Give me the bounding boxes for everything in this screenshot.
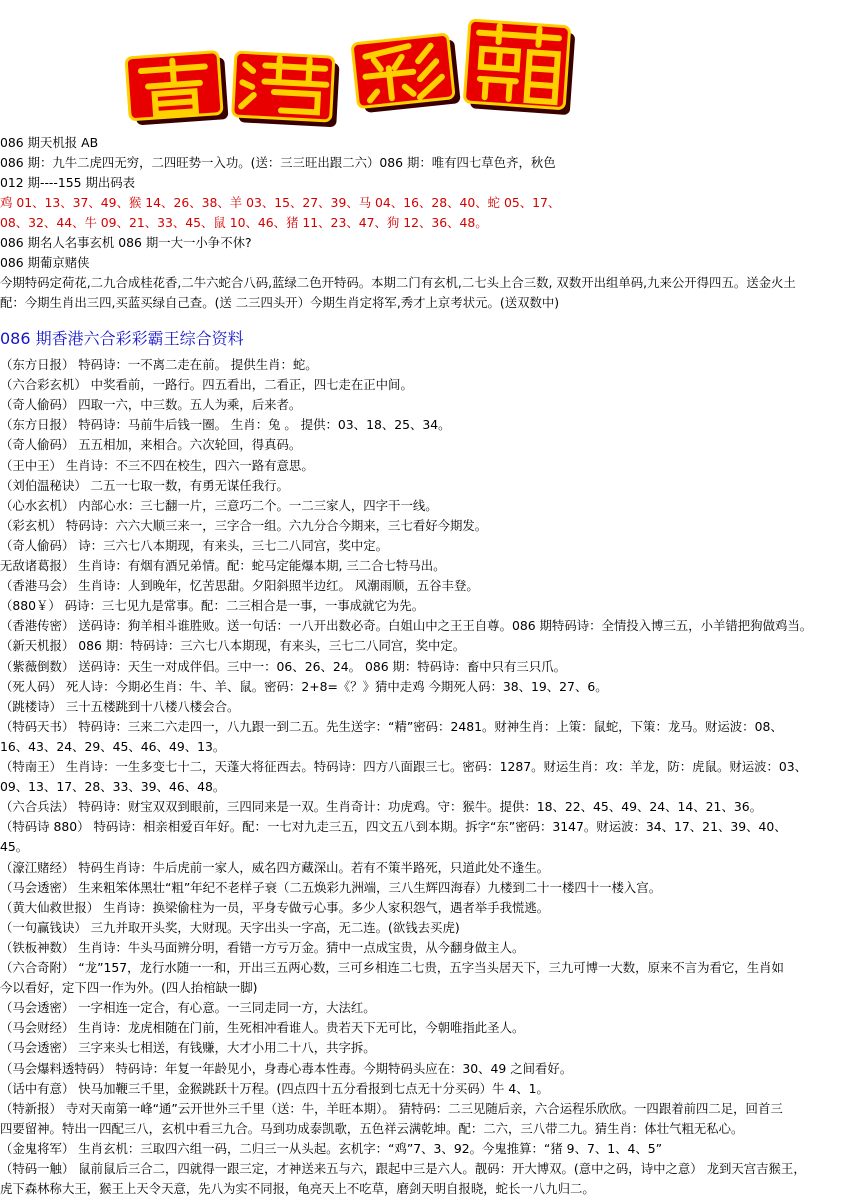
tip-line: （奇人偷码） 四取一六，中三数。五人为乘，后来者。 xyxy=(0,397,302,413)
tip-line: 45。 xyxy=(0,839,29,855)
tip-line: （死人码） 死人诗：今期必生肖：牛、羊、鼠。密码：2+8=《？》猜中走鸡 今期死人码：38、19、27、6。 xyxy=(0,678,608,694)
tip-line: （黄大仙救世报） 生肖诗：换梁偷柱为一员，平身专做亏心事。多少人家积怨气，遇者举手我慌逃。 xyxy=(0,899,550,915)
tip-line: （紫薇倒数） 送码诗：天生一对成伴侣。三中一：06、26、24。 086 期：特码诗：畜中只有三只爪。 xyxy=(0,658,566,674)
tip-line: （马会透密） 生来粗笨体黑壮“粗”年纪不老样子衰（二五焕彩九洲端，三八生辉四海春）九楼到二十一楼四十一楼入宫。 xyxy=(0,879,662,895)
tip-line: （王中王） 生肖诗：不三不四在校生，四六一路有意思。 xyxy=(0,457,314,473)
tip-line: （心水玄机） 内部心水：三七翻一片，三意巧二个。一二三家人，四字干一线。 xyxy=(0,497,438,513)
logo-char-1 xyxy=(126,51,229,126)
info-line: 今期特码定荷花,二九合成桂花香,二牛六蛇合八码,蓝绿二色开特码。本期二门有玄机,二七头上合三数, 双数开出组单码,九来公开得四五。送金火土 xyxy=(0,275,796,290)
zodiac-number-line: 08、32、44、牛 09、21、33、45、鼠 10、46、猪 11、23、47、狗 12、36、48。 xyxy=(0,215,488,230)
tip-line: （特码诗 880） 特码诗：相亲相爱百年好。配：一七对九走三五，四文五八到本期。拆字“东”密码：3147。财运波：34、17、21、39、40、 xyxy=(0,819,787,835)
logo-char-4 xyxy=(464,20,576,115)
tip-line: （跳楼诗） 三十五楼跳到十八楼八楼会合。 xyxy=(0,698,240,714)
tip-line: （新天机报） 086 期：特码诗：三六七八本期现，有来头，三七二八同宫，奖中定。 xyxy=(0,638,466,654)
tip-line: （东方日报） 特码诗：一不离二走在前。 提供生肖：蛇。 xyxy=(0,357,318,372)
tip-line: （话中有意） 快马加鞭三千里，金猴跳跃十万程。(四点四十五分看报到七点无十分买码）牛 4、1。 xyxy=(0,1080,549,1096)
tip-line: （特新报） 寺对天南第一峰“通”云开世外三千里（送：牛，羊旺本期）。 猜特码：二三见随后亲，六合运程乐欣欣。一四跟着前四二足，回首三 xyxy=(0,1100,783,1116)
logo-char-2 xyxy=(232,52,340,127)
tip-line: （奇人偷码） 五五相加，来相合。六次轮回，得真码。 xyxy=(0,437,302,453)
tip-line: （马会透密） 三字来头七相送，有钱赚，大才小用二十八，共字拆。 xyxy=(0,1040,376,1056)
tip-line: 四要留神。特出一四配三八，玄机中看三九合。马到功成泰凯歌，五色祥云满乾坤。配：二六，三八带二九。猜生肖：体壮气粗无私心。 xyxy=(0,1120,744,1136)
tip-line: （马会透密） 一字相连一定合，有心意。一三同走同一方，大法红。 xyxy=(0,1000,376,1016)
tip-line: 今以看好，定下四一作为外。(四人抬棺缺一脚) xyxy=(0,980,258,996)
tip-line: （铁板神数） 生肖诗：牛头马面辨分明，看错一方亏万金。猜中一点成宝贵，从今翻身做主人。 xyxy=(0,939,525,955)
section-title: 086 期香港六合彩彩霸王综合资料 xyxy=(0,329,244,348)
tip-line: （特码一触） 鼠前鼠后三合二，四就得一跟三定，才神送来五与六，跟起中三是六人。靓码：开大博双。(意中之码，诗中之意） 龙到天宫吉猴王， xyxy=(0,1161,806,1176)
info-line: 086 期：九牛二虎四无穷，二四旺势一入功。(送：三三旺出跟二六）086 期：唯有四七草色齐，秋色 xyxy=(0,155,556,170)
tip-line: （奇人偷码） 诗：三六七八本期现，有来头，三七二八同宫，奖中定。 xyxy=(0,537,389,553)
info-line: 配：今期生肖出三四,买蓝买绿自己查。(送 二三四头开）今期生肖定将军,秀才上京考状元。(送双数中) xyxy=(0,295,560,310)
tip-line: （六合彩玄机） 中奖看前，一路行。四五看出，二看正，四七走在正中间。 xyxy=(0,377,413,393)
tip-line: （一句赢钱诀） 三九并取开头奖，大财现。天字出头一字高，无二连。(欲钱去买虎) xyxy=(0,919,460,935)
zodiac-number-line: 鸡 01、13、37、49、猴 14、26、38、羊 03、15、27、39、马 04、16、28、40、蛇 05、17、 xyxy=(0,195,561,210)
tip-line: （马会财经） 生肖诗：龙虎相随在门前，生死相冲看谁人。贵若天下无可比，今朝唯指此圣人。 xyxy=(0,1020,525,1036)
tip-line: （刘伯温秘诀） 二五一七取一数，有勇无谋任我行。 xyxy=(0,477,289,493)
tip-line: 无敌诸葛报） 生肖诗：有烟有酒兄弟情。配：蛇马定能爆本期, 三二合七特马出。 xyxy=(0,558,446,573)
tip-line: （金鬼将军） 生肖玄机：三取四六组一码，二归三一从头起。玄机字：“鸡”7、3、92。今鬼推算：“猪 9、7、1、4、5” xyxy=(0,1140,663,1156)
tip-line: （彩玄机） 特码诗：六六大顺三来一，三字合一组。六九分合今期来，三七看好今期发。 xyxy=(0,517,488,533)
tip-line: （香港马会） 生肖诗：人到晚年，忆苦思甜。夕阳斜照半边红。 风潮雨顺，五谷丰登。 xyxy=(0,578,479,594)
logo-char-3 xyxy=(352,33,461,113)
tip-line: 16、43、24、29、45、46、49、13。 xyxy=(0,738,226,754)
tip-line: （马会爆料透特码） 特码诗：年复一年龄见小，身毒心毒本性毒。今期特码头应在：30、49 之间看好。 xyxy=(0,1060,573,1076)
tip-line: （香港传密） 送码诗：狗羊相斗谁胜败。送一句话：一八开出数必奇。白姐山中之王王自尊。086 期特码诗：全情投入博三五，小羊错把狗做鸡当。 xyxy=(0,618,813,634)
tip-line: 09、13、17、28、33、39、46、48。 xyxy=(0,779,226,795)
tip-line: （六合奇附） “龙”157，龙行水随一一和，开出三五两心数，三可乡相连二七贵，五字当头居天下，三九可博一大数，原来不言为看它，生肖如 xyxy=(0,960,784,975)
info-line: 086 期天机报 AB xyxy=(0,135,99,150)
info-line: 012 期----155 期出码表 xyxy=(0,175,136,190)
tip-line: （东方日报） 特码诗：马前牛后钱一圈。 生肖：兔 。 提供：03、18、25、34。 xyxy=(0,417,451,433)
logo-banner xyxy=(120,14,610,132)
tip-line: （880￥） 码诗：三七见九是常事。配：二三相合是一事，一事成就它为先。 xyxy=(0,598,425,614)
info-line: 086 期葡京赌侠 xyxy=(0,255,90,270)
info-line: 086 期名人名事玄机 086 期一大一小争不休? xyxy=(0,235,252,250)
logo-graphic xyxy=(120,14,610,132)
tip-line: （特码天书） 特码诗：三来二六走四一，八九跟一到二五。先生送字：“精”密码：2481。财神生肖：上策：鼠蛇，下策：龙马。财运波：08、 xyxy=(0,718,783,734)
tip-line: （六合兵法） 特码诗：财宝双双到眼前，三四同来是一双。生肖奇计：功虎鸡。守：猴牛。提供：18、22、45、49、24、14、21、36。 xyxy=(0,799,762,815)
tip-line: 虎下森林称大王，猴王上天令天意，先八为实不同报，龟亮天上不吃草，磨剑天明自报晓，蛇长一八九归二。 xyxy=(0,1181,595,1197)
tip-line: （特南王） 生肖诗：一生多变七十二，天蓬大将征西去。特码诗：四方八面跟三七。密码：1287。财运生肖：攻：羊龙，防：虎鼠。财运波：03、 xyxy=(0,759,808,774)
tip-line: （濠江赌经） 特码生肖诗：牛后虎前一家人，威名四方藏深山。若有不策半路死，只道此处不逢生。 xyxy=(0,859,550,875)
